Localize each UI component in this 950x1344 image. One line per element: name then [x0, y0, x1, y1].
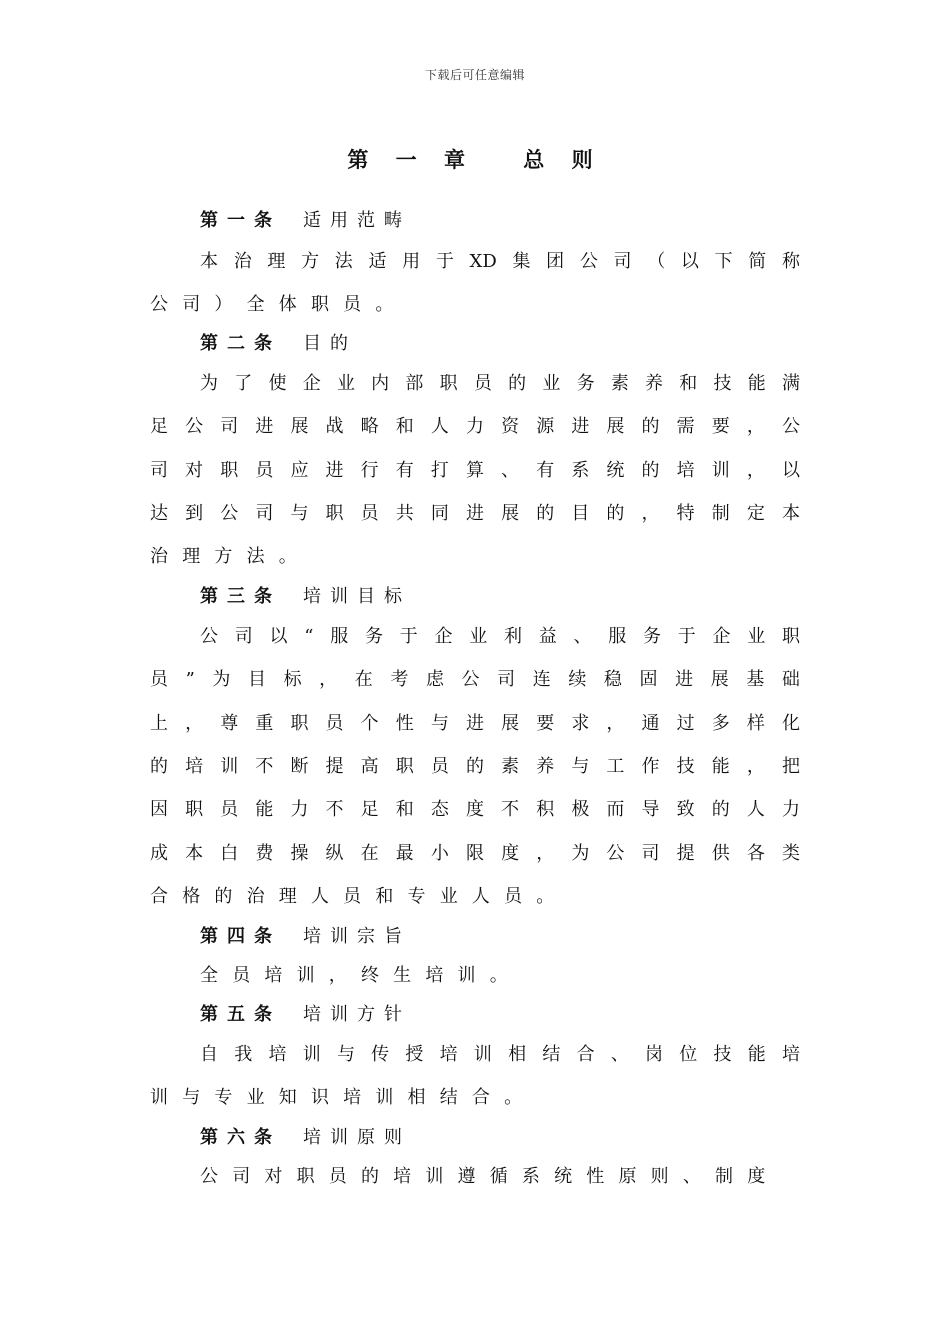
- paragraph-line: 自 我 培 训 与 传 授 培 训 相 结 合 、 岗 位 技 能 培: [200, 1044, 800, 1065]
- paragraph-line: 的 培 训 不 断 提 高 职 员 的 素 养 与 工 作 技 能 ， 把: [150, 756, 800, 777]
- paragraph-line: 全 员 培 训 ， 终 生 培 训 。: [200, 965, 508, 986]
- article-number: 第三条: [200, 586, 281, 607]
- article-title: 培训原则: [303, 1127, 411, 1148]
- article-number: 第二条: [200, 333, 281, 354]
- article-heading: [200, 1000, 411, 1030]
- header-note: 下载后可任意编辑: [424, 68, 525, 82]
- paragraph-line: 训 与 专 业 知 识 培 训 相 结 合 。: [150, 1087, 523, 1108]
- paragraph-line: 司 对 职 员 应 进 行 有 打 算 、 有 系 统 的 培 训 ， 以: [150, 460, 800, 481]
- paragraph-line: 合 格 的 治 理 人 员 和 专 业 人 员 。: [150, 886, 555, 907]
- paragraph-line: 治 理 方 法 。: [150, 546, 297, 567]
- article-heading: [200, 582, 411, 612]
- article-title: 目的: [303, 333, 357, 354]
- article-heading: [200, 206, 411, 236]
- article-heading: [200, 1123, 411, 1153]
- paragraph-line: 因 职 员 能 力 不 足 和 态 度 不 积 极 而 导 致 的 人 力: [150, 799, 800, 820]
- article-heading: [200, 329, 357, 359]
- article-number: 第五条: [200, 1004, 281, 1025]
- article-heading: [200, 922, 411, 952]
- paragraph-line: 上 ， 尊 重 职 员 个 性 与 进 展 要 求 ， 通 过 多 样 化: [150, 713, 800, 734]
- paragraph-line: 足 公 司 进 展 战 略 和 人 力 资 源 进 展 的 需 要 ， 公: [150, 416, 800, 437]
- paragraph-line: 达 到 公 司 与 职 员 共 同 进 展 的 目 的 ， 特 制 定 本: [150, 503, 800, 524]
- paragraph-line: 为 了 使 企 业 内 部 职 员 的 业 务 素 养 和 技 能 满: [200, 373, 800, 394]
- article-title: 培训宗旨: [303, 926, 411, 947]
- article-title: 适用范畴: [303, 210, 411, 231]
- article-title: 培训目标: [303, 586, 411, 607]
- paragraph-line: 成 本 白 费 操 纵 在 最 小 限 度 ， 为 公 司 提 供 各 类: [150, 843, 800, 864]
- article-number: 第四条: [200, 926, 281, 947]
- chapter-title: 第 一 章 总 则: [347, 147, 603, 172]
- article-number: 第一条: [200, 210, 281, 231]
- paragraph-line: 员 ” 为 目 标 ， 在 考 虑 公 司 连 续 稳 固 进 展 基 础: [150, 669, 800, 690]
- paragraph-line: 公 司 ） 全 体 职 员 。: [150, 294, 394, 315]
- article-number: 第六条: [200, 1127, 281, 1148]
- article-title: 培训方针: [303, 1004, 411, 1025]
- paragraph-line: 本 治 理 方 法 适 用 于 XD 集 团 公 司 （ 以 下 简 称: [200, 251, 800, 272]
- paragraph-line: 公 司 对 职 员 的 培 训 遵 循 系 统 性 原 则 、 制 度: [200, 1166, 766, 1187]
- paragraph-line: 公 司 以 “ 服 务 于 企 业 利 益 、 服 务 于 企 业 职: [200, 626, 800, 647]
